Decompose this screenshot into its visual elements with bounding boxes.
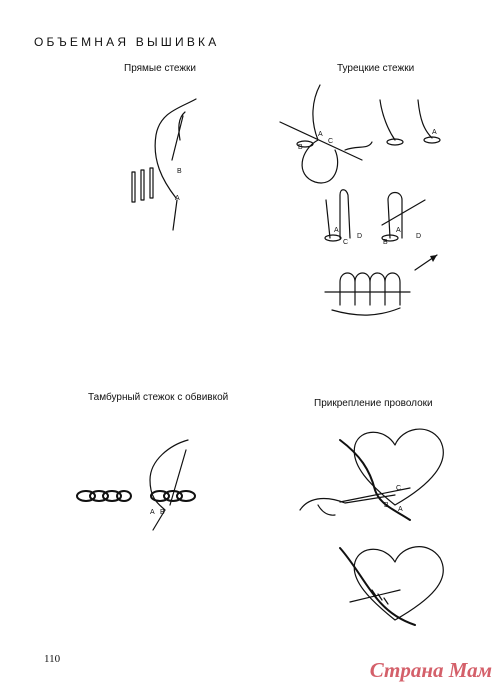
needle-thread bbox=[179, 112, 185, 140]
svg-text:A: A bbox=[150, 509, 155, 516]
thread bbox=[345, 142, 372, 150]
stitch bbox=[325, 235, 341, 241]
thread bbox=[318, 505, 335, 515]
caption-wire-attachment: Прикрепление проволоки bbox=[314, 398, 433, 409]
thread bbox=[332, 308, 400, 315]
svg-text:A: A bbox=[318, 131, 323, 138]
needle bbox=[350, 590, 400, 602]
page-title: ОБЪЕМНАЯ ВЫШИВКА bbox=[34, 35, 220, 49]
svg-text:A: A bbox=[396, 227, 401, 234]
caption-straight-stitches: Прямые стежки bbox=[124, 63, 197, 74]
svg-text:B: B bbox=[383, 239, 388, 246]
thread bbox=[380, 100, 395, 140]
thread bbox=[300, 495, 395, 510]
svg-text:B: B bbox=[298, 144, 303, 151]
stitch-bar bbox=[150, 168, 153, 198]
needle bbox=[280, 122, 362, 160]
stitch-bar bbox=[141, 170, 144, 200]
heart bbox=[354, 547, 443, 620]
loops bbox=[340, 273, 400, 305]
thread bbox=[382, 193, 425, 239]
chain-stitch-figure bbox=[77, 440, 195, 530]
caption-turkish-stitches: Турецкие стежки bbox=[337, 63, 415, 74]
turkish-stitches-figure bbox=[280, 85, 440, 315]
svg-text:D: D bbox=[357, 233, 363, 240]
wire-attachment-figure bbox=[300, 429, 443, 625]
straight-stitches-figure bbox=[132, 99, 196, 230]
page-number: 110 bbox=[44, 653, 61, 665]
svg-text:B: B bbox=[160, 509, 165, 516]
thread bbox=[418, 100, 432, 138]
wire bbox=[340, 548, 415, 625]
svg-text:A: A bbox=[334, 227, 339, 234]
watermark: Страна Мам bbox=[369, 658, 492, 682]
svg-text:C: C bbox=[328, 138, 334, 145]
svg-text:B: B bbox=[384, 502, 389, 509]
svg-text:C: C bbox=[343, 239, 349, 246]
heart bbox=[354, 429, 443, 505]
label-a: A bbox=[175, 195, 180, 202]
stitch-bar bbox=[132, 172, 135, 202]
label-b: B bbox=[177, 168, 182, 175]
caption-chain-stitch: Тамбурный стежок с обвивкой bbox=[88, 392, 229, 403]
svg-text:A: A bbox=[398, 506, 403, 513]
svg-text:C: C bbox=[396, 485, 402, 492]
thread-end bbox=[173, 200, 177, 230]
thread bbox=[155, 99, 196, 198]
svg-text:D: D bbox=[416, 233, 422, 240]
svg-text:A: A bbox=[432, 129, 437, 136]
needle bbox=[172, 116, 183, 160]
